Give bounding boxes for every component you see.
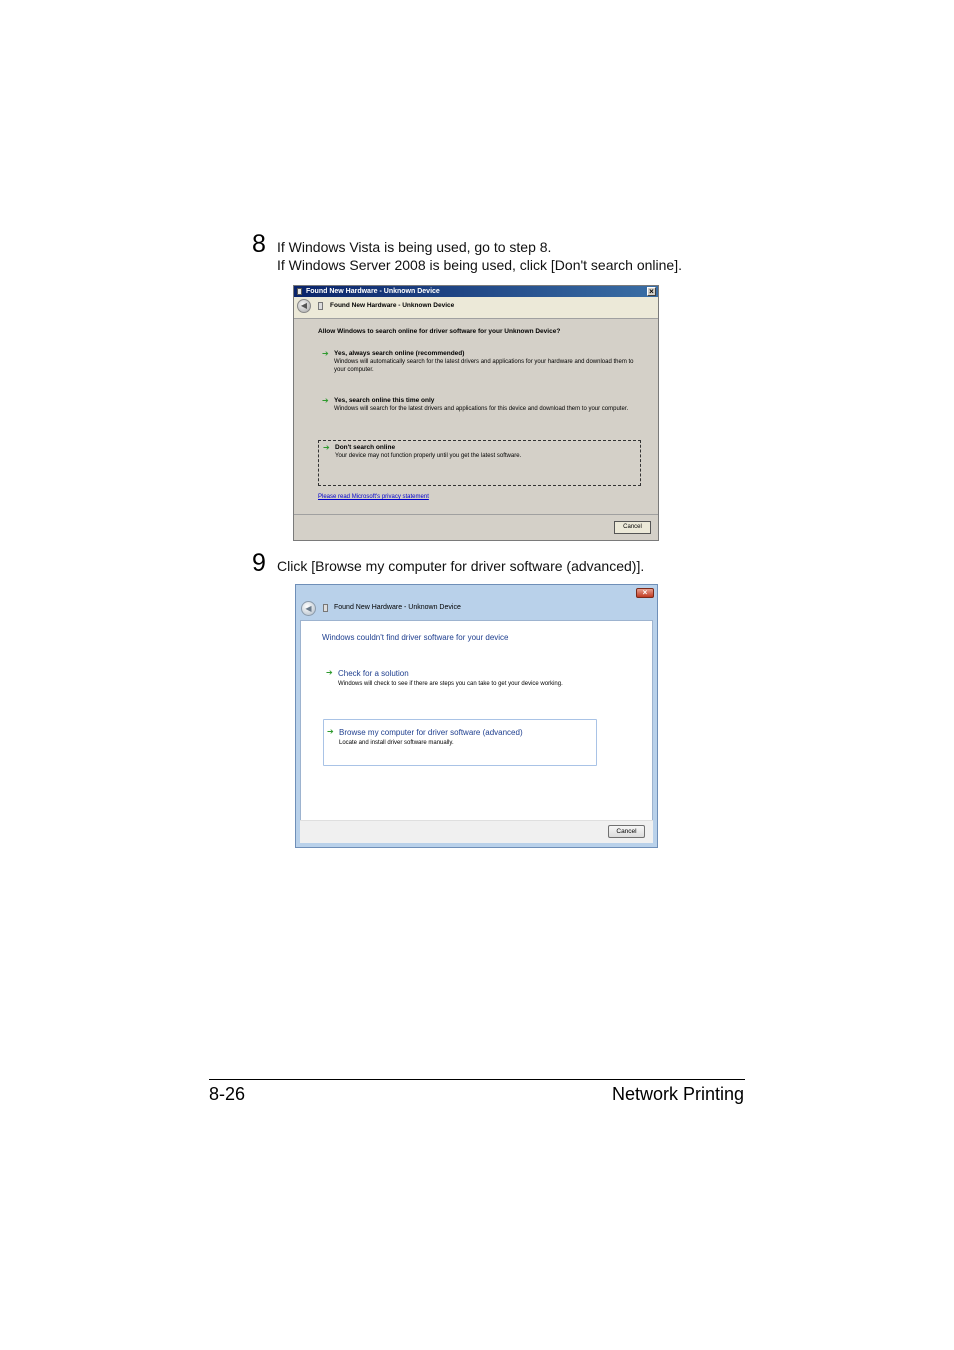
dialog-nav-bar: [294, 297, 658, 319]
option-always-search-online[interactable]: [322, 350, 642, 378]
found-new-hardware-dialog-aero: [295, 584, 658, 848]
dialog-question: Allow Windows to search online for driver software for your Unknown Device?: [318, 328, 561, 335]
option-dont-search-online[interactable]: [318, 440, 641, 486]
dialog-footer: [294, 514, 658, 540]
option-title: Yes, search online this time only: [334, 397, 435, 404]
dialog-content: [300, 620, 653, 821]
step-number: 9: [252, 549, 266, 577]
close-icon[interactable]: ×: [636, 588, 654, 598]
step-text-line: If Windows Vista is being used, go to step 8.: [277, 239, 552, 255]
dialog-nav-title: Found New Hardware - Unknown Device: [330, 302, 455, 309]
green-arrow-icon: ➔: [322, 396, 329, 405]
option-check-for-solution[interactable]: [319, 669, 589, 699]
green-arrow-icon: ➔: [326, 668, 333, 677]
footer-rule: [209, 1079, 745, 1080]
green-arrow-icon: ➔: [323, 443, 330, 452]
privacy-statement-link[interactable]: Please read Microsoft's privacy statement: [318, 494, 429, 500]
window-title-bar: [294, 286, 658, 297]
dialog-footer: [300, 820, 653, 843]
option-description: Locate and install driver software manually.: [339, 740, 454, 746]
option-description: Your device may not function properly until you get the latest software.: [335, 453, 522, 459]
device-icon: [323, 604, 328, 612]
dialog-nav-title: Found New Hardware - Unknown Device: [334, 604, 461, 611]
option-title: Yes, always search online (recommended): [334, 350, 465, 357]
option-browse-my-computer[interactable]: [323, 719, 597, 766]
close-icon[interactable]: ×: [647, 287, 656, 296]
found-new-hardware-dialog-classic: [293, 285, 659, 541]
cancel-button[interactable]: Cancel: [608, 825, 645, 838]
cancel-button[interactable]: Cancel: [614, 521, 651, 534]
back-arrow-icon[interactable]: ◀: [297, 299, 311, 313]
option-description: Windows will search for the latest drivers and applications for this device and download them to your computer.: [334, 406, 629, 412]
step-text-line: If Windows Server 2008 is being used, click [Don't search online].: [277, 257, 682, 273]
back-arrow-icon[interactable]: ◀: [301, 601, 316, 616]
page-number: 8-26: [209, 1084, 246, 1104]
option-description: Windows will automatically search for the latest drivers and applications for your hardware and download them to your computer.: [334, 359, 634, 373]
option-description: Windows will check to see if there are steps you can take to get your device working.: [338, 681, 563, 687]
device-icon: [297, 288, 302, 295]
green-arrow-icon: ➔: [327, 727, 334, 736]
option-title: Check for a solution: [338, 669, 409, 678]
option-search-online-once[interactable]: [322, 397, 642, 425]
window-title: Found New Hardware - Unknown Device: [306, 288, 440, 295]
dialog-content: [294, 319, 658, 516]
option-title: Don't search online: [335, 444, 396, 451]
dialog-nav-bar: [296, 599, 657, 619]
option-title: Browse my computer for driver software (advanced): [339, 728, 523, 737]
section-title: Network Printing: [611, 1084, 744, 1104]
device-icon: [318, 302, 323, 310]
step-text-line: Click [Browse my computer for driver software (advanced)].: [277, 558, 645, 574]
green-arrow-icon: ➔: [322, 349, 329, 358]
dialog-heading: Windows couldn't find driver software for your device: [322, 633, 509, 642]
step-number: 8: [252, 230, 266, 258]
